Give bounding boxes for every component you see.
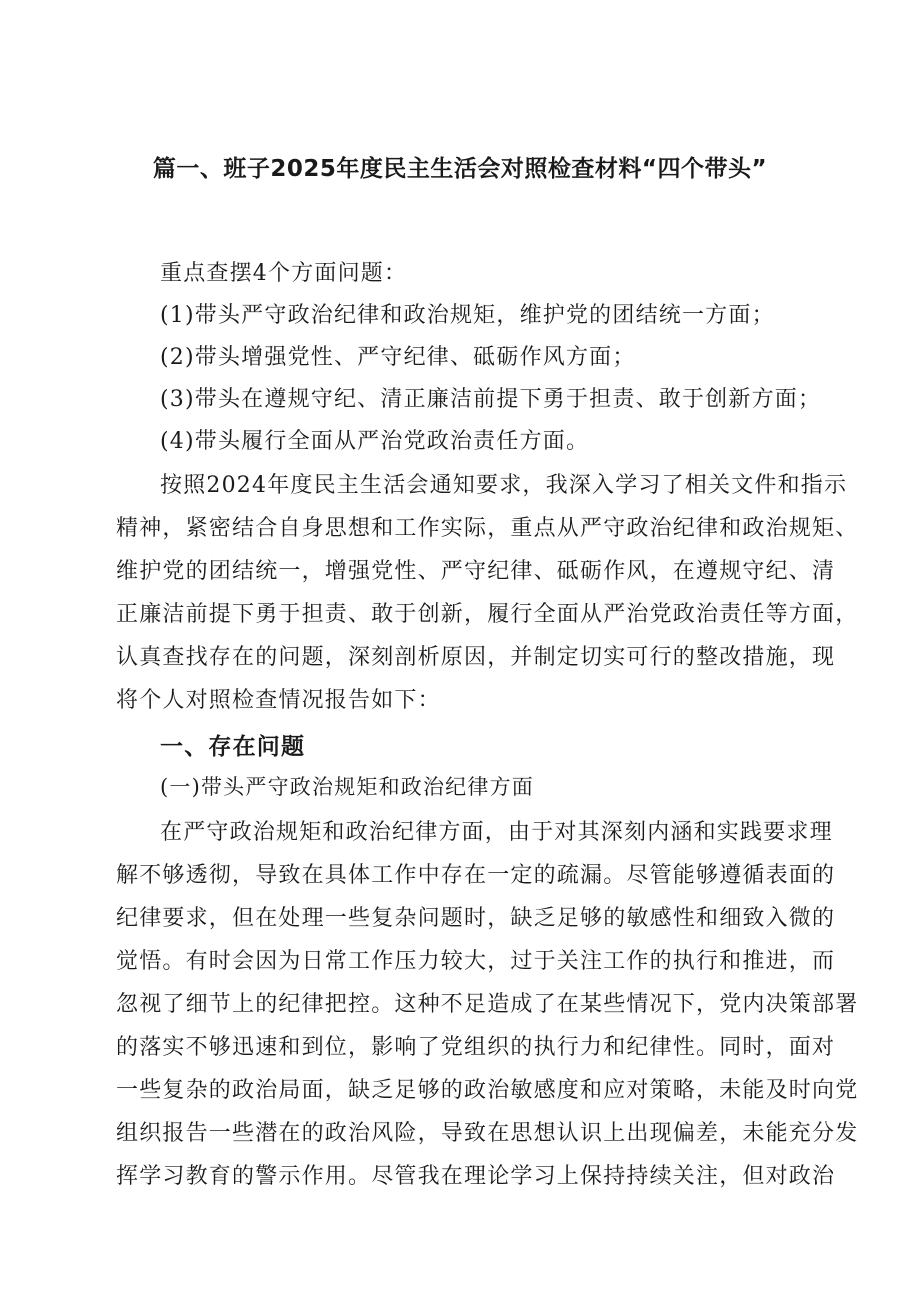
section-heading: 一、存在问题 [160,734,306,760]
paragraph-line: 忽视了细节上的纪律把控。这种不足造成了在某些情况下，党内决策部署 [116,992,859,1017]
paragraph-line: 纪律要求，但在处理一些复杂问题时，缺乏足够的敏感性和细致入微的 [116,906,836,931]
paragraph-line: 组织报告一些潜在的政治风险，导致在思想认识上出现偏差，未能充分发 [116,1121,859,1146]
paragraph-line: 的落实不够迅速和到位，影响了党组织的执行力和纪律性。同时，面对 [116,1035,836,1060]
paragraph-line: 一些复杂的政治局面，缺乏足够的政治敏感度和应对策略，未能及时向党 [116,1078,859,1103]
paragraph-line: 挥学习教育的警示作用。尽管我在理论学习上保持持续关注，但对政治 [116,1164,836,1189]
paragraph-line: 认真查找存在的问题，深刻剖析原因，并制定切实可行的整改措施，现 [116,645,836,670]
document-title: 篇一、班子2025年度民主生活会对照检查材料“四个带头” [152,156,768,182]
point-item: (3)带头在遵规守纪、清正廉洁前提下勇于担责、敢于创新方面； [160,387,822,412]
paragraph-line: 在严守政治规矩和政治纪律方面，由于对其深刻内涵和实践要求理 [160,820,833,845]
point-item: (4)带头履行全面从严治党政治责任方面。 [160,429,590,454]
paragraph-line: 精神，紧密结合自身思想和工作实际，重点从严守政治纪律和政治规矩、 [116,516,859,541]
point-item: (2)带头增强党性、严守纪律、砥砺作风方面； [160,345,636,370]
paragraph-line: 觉悟。有时会因为日常工作压力较大，过于关注工作的执行和推进，而 [116,949,836,974]
subsection-heading: (一)带头严守政治规矩和政治纪律方面 [160,775,534,799]
paragraph-line: 按照2024年度民主生活会通知要求，我深入学习了相关文件和指示 [160,473,848,498]
paragraph-line: 维护党的团结统一，增强党性、严守纪律、砥砺作风，在遵规守纪、清 [116,559,836,584]
paragraph-line: 解不够透彻，导致在具体工作中存在一定的疏漏。尽管能够遵循表面的 [116,863,836,888]
paragraph-line: 正廉洁前提下勇于担责、敢于创新，履行全面从严治党政治责任等方面， [116,602,859,627]
paragraph-line: 将个人对照检查情况报告如下： [116,688,441,713]
intro-text: 重点查摆4个方面问题： [160,261,408,286]
point-item: (1)带头严守政治纪律和政治规矩，维护党的团结统一方面； [160,303,775,328]
